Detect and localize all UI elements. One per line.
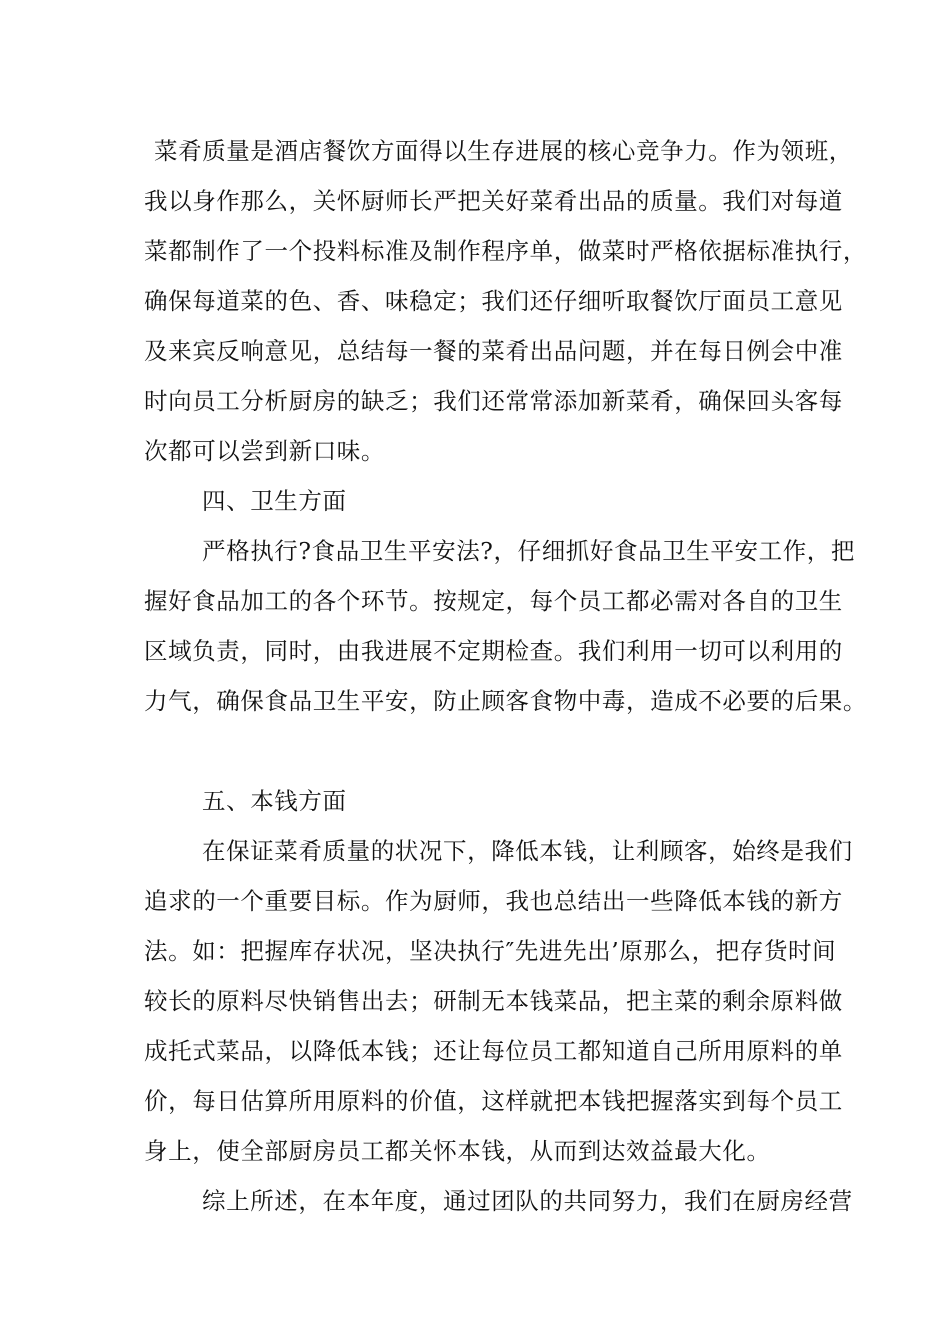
- paragraph-line: 身上，使全部厨房员工都关怀本钱，从而到达效益最大化。: [144, 1137, 771, 1165]
- paragraph-line: 法。如：把握库存状况，坚决执行″先进先出’原那么，把存货时间: [144, 937, 837, 965]
- paragraph-line: 时向员工分析厨房的缺乏；我们还常常添加新菜肴，确保回头客每: [144, 387, 843, 415]
- paragraph-line: 区域负责，同时，由我进展不定期检查。我们利用一切可以利用的: [144, 637, 843, 665]
- paragraph-line: 在保证菜肴质量的状况下，降低本钱，让利顾客，始终是我们: [202, 837, 853, 865]
- paragraph-line: 握好食品加工的各个环节。按规定，每个员工都必需对各自的卫生: [144, 587, 843, 615]
- paragraph-line: 力气，确保食品卫生平安，防止顾客食物中毒，造成不必要的后果。: [144, 687, 867, 715]
- paragraph-line: 菜肴质量是酒店餐饮方面得以生存进展的核心竞争力。作为领班，: [154, 137, 853, 165]
- paragraph-line: 我以身作那么，关怀厨师长严把关好菜肴出品的质量。我们对每道: [144, 187, 843, 215]
- paragraph-line: 追求的一个重要目标。作为厨师，我也总结出一些降低本钱的新方: [144, 887, 843, 915]
- section-heading-cost: 五、本钱方面: [202, 787, 347, 815]
- paragraph-line: 成托式菜品，以降低本钱；还让每位员工都知道自己所用原料的单: [144, 1037, 843, 1065]
- paragraph-line: 价，每日估算所用原料的价值，这样就把本钱把握落实到每个员工: [144, 1087, 843, 1115]
- paragraph-line: 严格执行?食品卫生平安法?，仔细抓好食品卫生平安工作，把: [202, 537, 855, 565]
- section-heading-hygiene: 四、卫生方面: [202, 487, 347, 515]
- paragraph-line: 菜都制作了一个投料标准及制作程序单，做菜时严格依据标准执行，: [144, 237, 867, 265]
- paragraph-line: 确保每道菜的色、香、味稳定；我们还仔细听取餐饮厅面员工意见: [144, 287, 843, 315]
- paragraph-line: 次都可以尝到新口味。: [144, 437, 385, 465]
- paragraph-line: 及来宾反响意见，总结每一餐的菜肴出品问题，并在每日例会中准: [144, 337, 843, 365]
- paragraph-line: 综上所述，在本年度，通过团队的共同努力，我们在厨房经营: [202, 1187, 853, 1215]
- paragraph-line: 较长的原料尽快销售出去；研制无本钱菜品，把主菜的剩余原料做: [144, 987, 843, 1015]
